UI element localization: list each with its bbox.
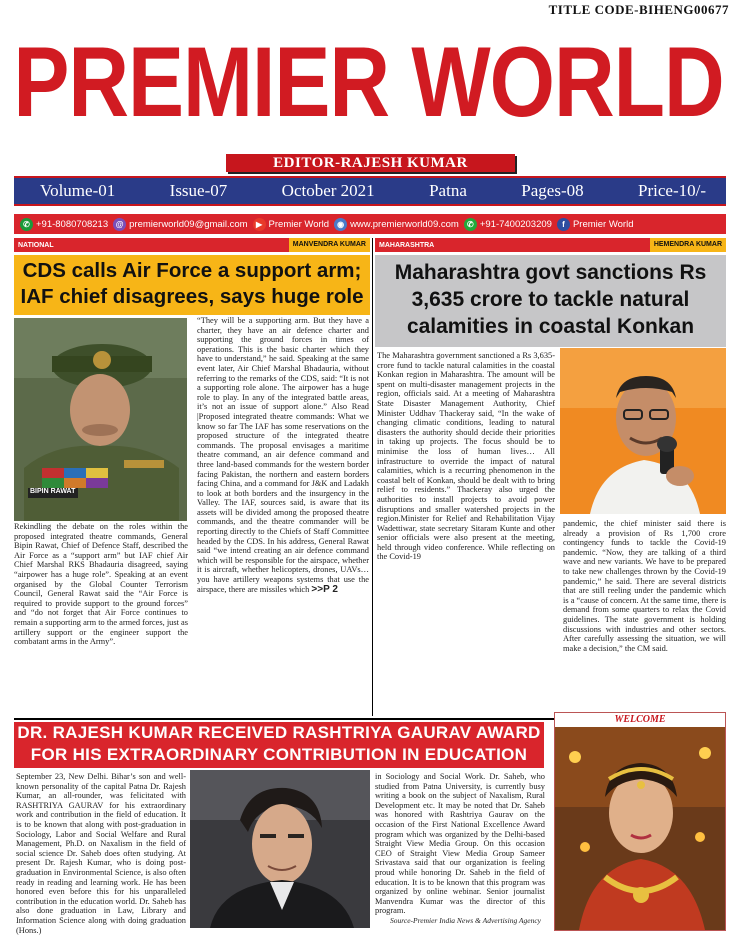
contact-website-text: www.premierworld09.com bbox=[350, 218, 459, 230]
welcome-box bbox=[554, 712, 726, 931]
continued-link[interactable]: >>P 2 bbox=[311, 583, 338, 595]
city-label: Patna bbox=[429, 181, 467, 200]
award-story-col1: September 23, New Delhi. Bihar’s son and well-known personality of the capital Patna Dr. Rajesh Kumar, an all-rounder, was felicitated with RASHTRIYA GAURAV for his extraordinary work and contribution in the field of education. It is to be known that along with post-graduation in Sociology, Labor and Social Welfare and Rural Management, Ph.D. on Naxalism in the field of social science Dr. Saheb does often studying. At present Dr. Rajesh Kumar, who is doing post-graduation in Environmental Science, is also often ready in reading and learning work. He has been honored even before this for his unparalleled contribution in the education world. Dr. Saheb has also done graduation in Law, Library and Information Science along with doing graduation (Hons.) bbox=[16, 772, 186, 935]
email-icon: @ bbox=[113, 218, 126, 231]
contact-email[interactable] bbox=[113, 218, 247, 231]
maharashtra-story-col2: pandemic, the chief minister said there is already a provision of Rs 1,700 crore contingency funds to tackle the Covid-19 pandemic. “Now, they are talking of a third wave and new variants. We have to be prepared to take new challenges thrown by the Covid-19 pandemic,” he said. There are several districts that are still reeling under the pandemic which is a “cause of concern. At the same time, there is demand from some quarters to relax the Covid guidelines. The state government is holding discussions with industries and other sectors. After carefully assessing the situation, we will make a decision,” the CM said. bbox=[563, 519, 726, 653]
maharashtra-story-col1: The Maharashtra government sanctioned a Rs 3,635-crore fund to tackle natural calamities in the coastal Konkan region in Maharashtra. The amount will be spent on multi-disaster management projects in the region, officials said. At a meeting of Maharashtra State Disaster Management Authority, Chief Minister Uddhav Thackeray said, “In the wake of changing climatic conditions, leading to natural disasters the authority should decide their priorities in taking up projects. The focus should be to minimise the loss of human lives… All infrastructure to override the impact of natural calamities, which is a recurring phenomenon in the coastal belt of Konkan, should be dealt with to bring relief to residents.” Thackeray also urged the authorities to install projects to avoid power disruptions and smaller watershed projects in the region.Minister for Relief and Rehabilitation Vijay Wadettiwar, state secretary Sitaram Kunte and other senior officials were also present at the meeting, held through video conference. While reflecting on the Covid-19 bbox=[377, 351, 555, 562]
contact-facebook[interactable] bbox=[557, 218, 634, 231]
volume-label: Volume-01 bbox=[40, 181, 116, 200]
whatsapp-icon: ✆ bbox=[464, 218, 477, 231]
headline-maharashtra: Maharashtra govt sanctions Rs 3,635 crore to tackle natural calamities in coastal Konkan bbox=[375, 255, 726, 347]
national-story-col2 bbox=[197, 316, 369, 594]
masthead-title: PREMIER WORLD bbox=[13, 26, 724, 138]
web-icon: ◉ bbox=[334, 218, 347, 231]
name-tag: BIPIN RAWAT bbox=[30, 488, 76, 495]
award-story-col2-text: in Sociology and Social Work. Dr. Saheb, who studied from Patna University, is currently busy writing a book on the subject of Naxalism, Rural Development etc. It may be noted that Dr. Saheb was honored with Rashtriya Gaurav on the occasion of the First National Excellence Award program which was organized by the Delhi-based Straight View Media Group. On this occasion CEO of Straight View Media Group Sameer Srivastava said that our organization is feeling proud while honoring Dr. Saheb in the field of education. It is to be known that this program was organized by online webinar. Senior journalist Manvendra Kumar was the director of this program. bbox=[375, 772, 545, 916]
issue-info-bar bbox=[14, 176, 726, 206]
headline-cds: CDS calls Air Force a support arm; IAF chief disagrees, says huge role bbox=[14, 255, 370, 315]
cm-illustration bbox=[560, 348, 726, 514]
pages-label: Pages-08 bbox=[521, 181, 584, 200]
issue-label: Issue-07 bbox=[169, 181, 228, 200]
contact-bar bbox=[14, 214, 726, 234]
editor-bar: EDITOR-RAJESH KUMAR bbox=[226, 154, 515, 172]
award-headline-line1: DR. RAJESH KUMAR RECEIVED RASHTRIYA GAURAV AWARD bbox=[17, 723, 541, 742]
contact-youtube-text: Premier World bbox=[268, 218, 330, 230]
contact-phone[interactable] bbox=[20, 218, 108, 231]
author-label: HEMENDRA KUMAR bbox=[650, 238, 726, 252]
welcome-illustration bbox=[555, 727, 725, 930]
contact-website[interactable] bbox=[334, 218, 459, 231]
author-label: MANVENDRA KUMAR bbox=[289, 238, 370, 252]
date-label: October 2021 bbox=[281, 181, 375, 200]
contact-email-text: premierworld09@gmail.com bbox=[129, 218, 248, 230]
section-header-national bbox=[14, 238, 370, 252]
award-headline bbox=[14, 722, 544, 768]
phone-icon: ✆ bbox=[20, 218, 33, 231]
national-story-col2-text: “They will be a supporting arm. But they have a charter, they have an air defence charter and supporting the ground forces in times of operations. This is the basic charter which they have to understand,” he said. Speaking at the same event later, Air Chief Marshal Bhadauria, without referring to the remarks of the CDS, said: “It is not a supporting role alone. The airpower has a huge role to play. In any of the integrated battle areas, it’s not an issue of support alone.” Also Read |Proposed integrated theatre commands: What we know so far The IAF has some reservations on the proposed structure of the integrated theatre commands. The proposal envisages a maritime theatre command, an air defence command and three land-based commands for the western border facing Pakistan, the northern and eastern borders facing China, and a command for J&K and Ladakh to look at both borders and the insurgency in the Valley. The IAF, sources said, is aware that its assets will be divided among the proposed theatre commands, and the theatre commander will be reporting directly to the Chiefs of Staff Committee headed by the CDS. In his address, General Rawat said “we intend creating an air defence command which will be responsible for the airspace, whether it is aircraft, whether helicopters, drones, UAVs… you have artillery weapons systems that use the airspace, there are missiles which bbox=[197, 316, 369, 594]
award-story-col2 bbox=[375, 772, 545, 926]
section-label: MAHARASHTRA bbox=[379, 241, 435, 249]
column-divider bbox=[372, 238, 373, 716]
contact-youtube[interactable] bbox=[253, 218, 330, 231]
source-credit: Source-Premier India News & Advertising Agency bbox=[389, 915, 541, 925]
contact-whatsapp[interactable] bbox=[464, 218, 552, 231]
award-headline-line2: FOR HIS EXTRAORDINARY CONTRIBUTION IN EDUCATION bbox=[30, 745, 528, 764]
cm-photo bbox=[560, 348, 726, 514]
youtube-icon: ▶ bbox=[253, 218, 266, 231]
contact-facebook-text: Premier World bbox=[572, 218, 634, 230]
contact-whatsapp-text: +91-7400203209 bbox=[479, 218, 552, 230]
section-header-maharashtra bbox=[375, 238, 726, 252]
welcome-label: WELCOME bbox=[555, 713, 725, 727]
section-label: NATIONAL bbox=[18, 241, 54, 249]
facebook-icon: f bbox=[557, 218, 570, 231]
price-label: Price-10/- bbox=[638, 181, 706, 200]
title-code: TITLE CODE-BIHENG00677 bbox=[548, 2, 729, 17]
rajesh-kumar-illustration bbox=[190, 770, 370, 928]
army-chief-photo bbox=[14, 318, 187, 521]
rajesh-kumar-photo bbox=[190, 770, 370, 928]
national-story-col1: Rekindling the debate on the roles within the proposed integrated theatre commands, General Bipin Rawat, Chief of Defence Staff, described the Air Force as a “support arm” but IAF chief Air Chief Marshal RKS Bhadauria disagreed, saying “airpower has a huge role”. Speaking at an event organised by the Global Counter Terrorism Council, General Rawat said the “Air Force is required to provide support to the ground forces” and “do not forget that Air Force continues to remain a supporting arm to the armed forces, just as artillery support or the engineer support the combatant arms in the Army”. bbox=[14, 522, 188, 647]
contact-phone-text: +91-8080708213 bbox=[36, 218, 109, 230]
